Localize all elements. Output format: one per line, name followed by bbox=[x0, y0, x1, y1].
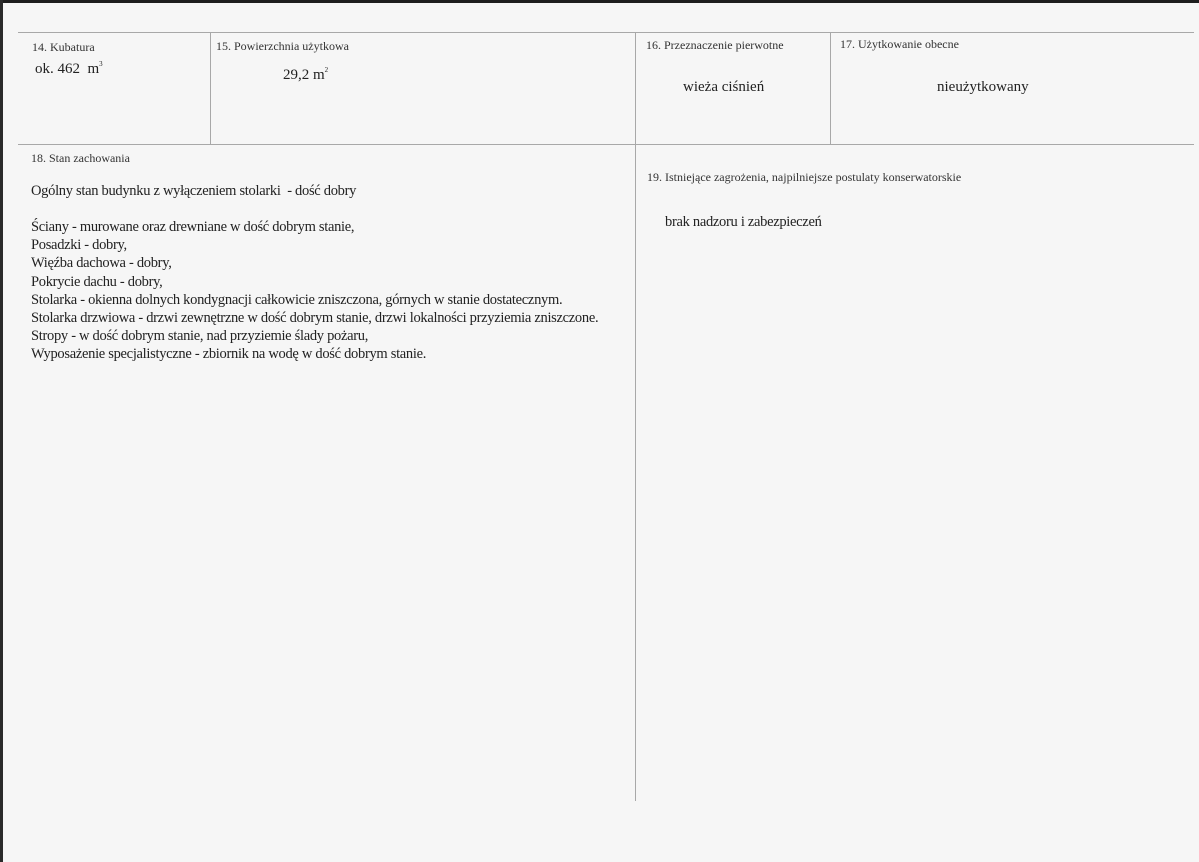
stan-details bbox=[31, 218, 601, 364]
przeznaczenie-value: wieża ciśnień bbox=[683, 79, 765, 95]
powierzchnia-value bbox=[283, 66, 328, 84]
stan-summary: Ogólny stan budynku z wyłączeniem stolarki - dość dobry bbox=[31, 183, 357, 199]
zagrozenia-label: 19. Istniejące zagrożenia, najpilniejsze postulaty konserwatorskie bbox=[647, 170, 962, 184]
column-divider-14-15 bbox=[210, 32, 211, 144]
zagrozenia-value: brak nadzoru i zabezpieczeń bbox=[665, 214, 822, 230]
stan-line-stolarka-okienna: Stolarka - okienna dolnych kondygnacji całkowicie zniszczona, górnych w stanie dostatecznym. bbox=[31, 291, 563, 308]
uzytkowanie-label: 17. Użytkowanie obecne bbox=[840, 37, 959, 51]
kubatura-number: ok. 462 m bbox=[35, 61, 100, 77]
column-divider-16-17 bbox=[830, 32, 831, 144]
uzytkowanie-value: nieużytkowany bbox=[937, 79, 1029, 95]
stan-line-stolarka-drzwiowa: Stolarka drzwiowa - drzwi zewnętrzne w dość dobrym stanie, drzwi lokalności przyziemia zniszczone. bbox=[31, 310, 599, 327]
stan-line-posadzki: Posadzki - dobry, bbox=[31, 237, 127, 254]
stan-line-stropy: Stropy - w dość dobrym stanie, nad przyziemie ślady pożaru, bbox=[31, 328, 369, 345]
table-top-border bbox=[18, 32, 1194, 33]
stan-line-wyposazenie: Wyposażenie specjalistyczne - zbiornik na wodę w dość dobrym stanie. bbox=[31, 346, 427, 363]
powierzchnia-label: 15. Powierzchnia użytkowa bbox=[216, 39, 349, 53]
stan-line-wiezba: Więźba dachowa - dobry, bbox=[31, 255, 172, 272]
stan-line-pokrycie: Pokrycie dachu - dobry, bbox=[31, 273, 163, 290]
form-page bbox=[3, 3, 1199, 862]
row-divider bbox=[18, 144, 1194, 145]
kubatura-label: 14. Kubatura bbox=[32, 40, 95, 54]
stan-line-sciany: Ściany - murowane oraz drewniane w dość dobrym stanie, bbox=[31, 219, 355, 235]
column-divider-main bbox=[635, 32, 636, 801]
kubatura-value bbox=[35, 60, 103, 78]
stan-label: 18. Stan zachowania bbox=[31, 151, 130, 165]
kubatura-unit-exponent: 3 bbox=[99, 60, 103, 68]
przeznaczenie-label: 16. Przeznaczenie pierwotne bbox=[646, 38, 784, 52]
powierzchnia-number: 29,2 m bbox=[283, 67, 325, 83]
powierzchnia-unit-exponent: 2 bbox=[324, 66, 329, 74]
